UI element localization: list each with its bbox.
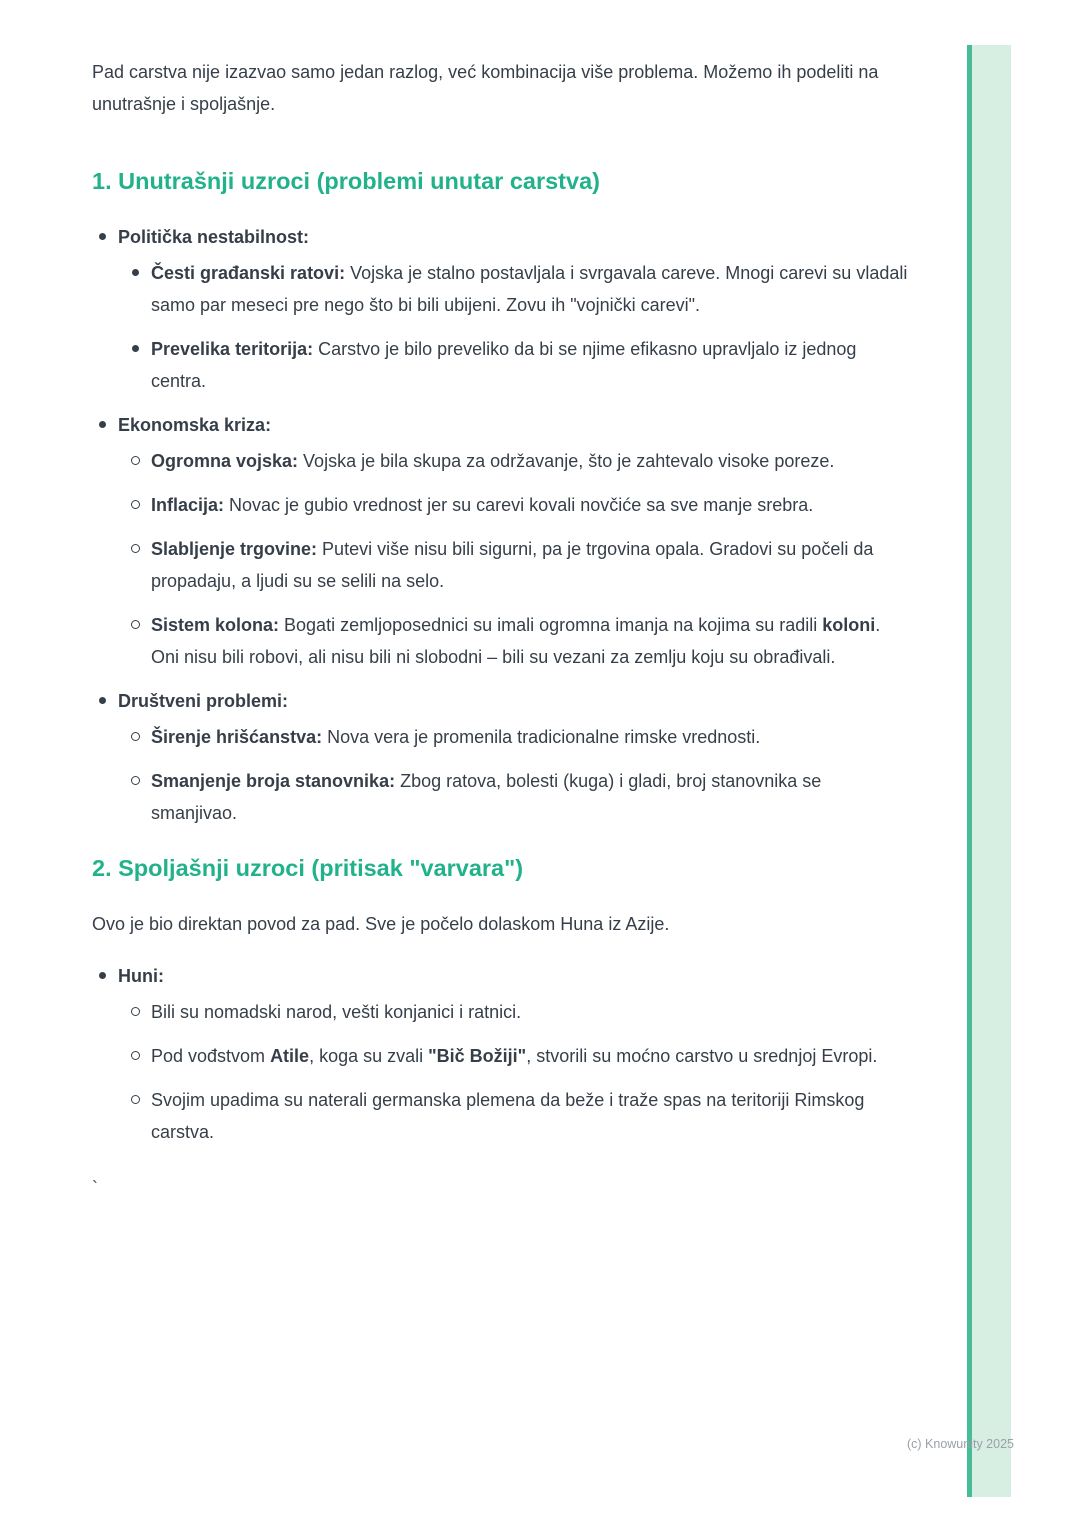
bold-text: Atile: [270, 1045, 310, 1066]
group-title: Politička nestabilnost:: [118, 226, 310, 247]
list-item: [125, 1040, 912, 1072]
group-title-row: [92, 685, 912, 717]
bold-text: koloni: [822, 614, 876, 635]
lead-paragraph: Ovo je bio direktan povod za pad. Sve je počelo dolaskom Huna iz Azije.: [92, 913, 670, 934]
bullet-icon: [131, 1095, 140, 1104]
regular-text: Nova vera je promenila tradicionalne rimske vrednosti.: [322, 727, 761, 748]
bold-text: Slabljenje trgovine:: [151, 538, 318, 559]
sub-list: [92, 257, 912, 397]
regular-text: . Oni nisu bili robovi, ali nisu bili ni slobodni – bili su vezani za zemlju koju su obrađivali.: [151, 614, 881, 667]
bold-text: Širenje hrišćanstva:: [151, 727, 323, 748]
list-item: [125, 489, 912, 521]
bullet-icon: [99, 972, 106, 979]
body-text: [151, 609, 912, 673]
group-title-row: [92, 960, 912, 992]
bullet-icon: [131, 456, 140, 465]
bullet-icon: [131, 544, 140, 553]
list-item: [125, 996, 912, 1028]
bold-text: Inflacija:: [151, 494, 225, 515]
body-text: [151, 1084, 912, 1148]
regular-text: Novac je gubio vrednost jer su carevi kovali novčiće sa sve manje srebra.: [224, 494, 814, 515]
list-item: [125, 1084, 912, 1148]
stray-backtick: `: [92, 1177, 98, 1198]
sub-list: [92, 996, 912, 1148]
regular-text: , koga su zvali: [309, 1045, 429, 1066]
bullet-icon: [131, 1051, 140, 1060]
list-item: [125, 765, 912, 829]
regular-text: Bogati zemljoposednici su imali ogromna imanja na kojima su radili: [279, 614, 823, 635]
list-item: [125, 609, 912, 673]
bullet-icon: [131, 776, 140, 785]
body-text: [151, 257, 912, 321]
bold-text: Sistem kolona:: [151, 614, 280, 635]
group-title-row: [92, 221, 912, 253]
section-heading-external-causes: 2. Spoljašnji uzroci (pritisak "varvara"): [92, 855, 524, 882]
bold-text: Česti građanski ratovi:: [151, 262, 346, 283]
regular-text: Vojska je bila skupa za održavanje, što je zahtevalo visoke poreze.: [298, 450, 835, 471]
body-text: [151, 765, 912, 829]
copyright-watermark: (c) Knowunity 2025: [906, 1437, 1014, 1451]
regular-text: Pod vođstvom: [151, 1045, 271, 1066]
group-title: Huni:: [118, 965, 164, 986]
body-text: [151, 333, 912, 397]
regular-text: , stvorili su moćno carstvo u srednjoj Evropi.: [526, 1045, 878, 1066]
body-text: [151, 445, 834, 477]
sub-list: [92, 721, 912, 829]
regular-text: Carstvo je bilo preveliko da bi se njime efikasno upravljalo iz jednog centra.: [151, 338, 857, 391]
group-title: Ekonomska kriza:: [118, 414, 272, 435]
bullet-icon: [99, 421, 106, 428]
regular-text: Bili su nomadski narod, vešti konjanici i ratnici.: [151, 1001, 522, 1022]
group-economic-crisis: [92, 409, 912, 673]
body-text: [151, 721, 760, 753]
bullet-icon: [99, 697, 106, 704]
sub-list: [92, 445, 912, 673]
intro-paragraph: Pad carstva nije izazvao samo jedan razlog, već kombinacija više problema. Možemo ih podeliti na unutrašnje i spoljašnje.: [92, 62, 879, 115]
bullet-icon: [132, 345, 139, 352]
bullet-icon: [99, 233, 106, 240]
bullet-icon: [131, 732, 140, 741]
section-heading-internal-causes: 1. Unutrašnji uzroci (problemi unutar carstva): [92, 168, 600, 195]
regular-text: Svojim upadima su naterali germanska plemena da beže i traže spas na teritoriji Rimskog carstva.: [151, 1089, 865, 1142]
group-social-problems: [92, 685, 912, 829]
body-text: [151, 489, 813, 521]
group-title: Društveni problemi:: [118, 690, 289, 711]
bullet-icon: [132, 269, 139, 276]
list-item: [125, 721, 912, 753]
body-text: [151, 1040, 877, 1072]
group-political-instability: [92, 221, 912, 397]
regular-text: Zbog ratova, bolesti (kuga) i gladi, broj stanovnika se smanjivao.: [151, 771, 822, 824]
page-edge-stripe: [967, 45, 1011, 1497]
bold-text: "Bič Božiji": [428, 1045, 527, 1066]
body-text: [151, 533, 912, 597]
bold-text: Prevelika teritorija:: [151, 338, 314, 359]
list-item: [125, 533, 912, 597]
bold-text: Ogromna vojska:: [151, 450, 299, 471]
list-item: [125, 257, 912, 321]
group-huns: [92, 960, 912, 1148]
bold-text: Smanjenje broja stanovnika:: [151, 771, 396, 792]
bullet-icon: [131, 620, 140, 629]
group-title-row: [92, 409, 912, 441]
bullet-icon: [131, 500, 140, 509]
list-item: [125, 445, 912, 477]
regular-text: Putevi više nisu bili sigurni, pa je trgovina opala. Gradovi su počeli da propadaju, a ljudi su se selili na selo.: [151, 538, 874, 591]
body-text: [151, 996, 521, 1028]
bullet-icon: [131, 1007, 140, 1016]
regular-text: Vojska je stalno postavljala i svrgavala careve. Mnogi carevi su vladali samo par meseci pre nego što bi bili ubijeni. Zovu ih "vojnički carevi".: [151, 262, 908, 315]
list-item: [125, 333, 912, 397]
